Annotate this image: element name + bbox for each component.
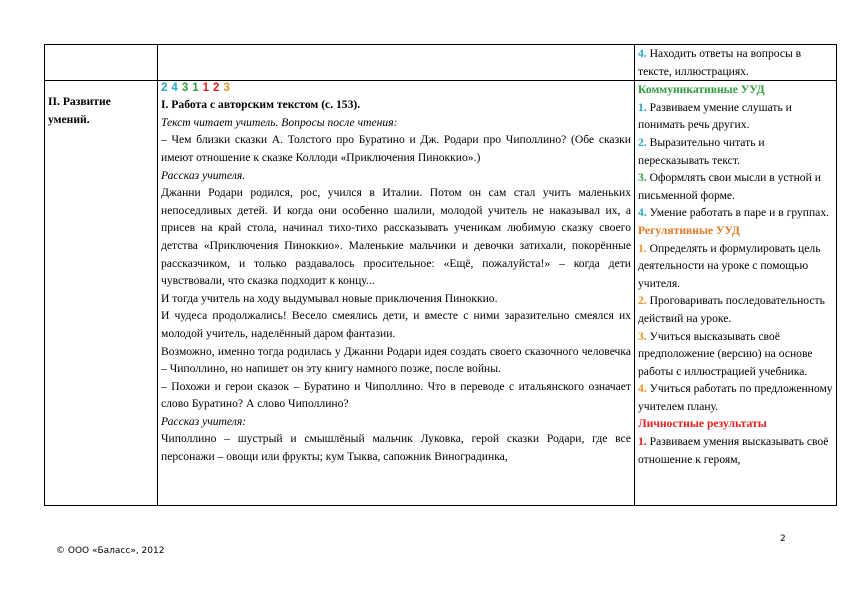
code-digit: 3 (181, 82, 189, 95)
code-digit: 2 (161, 82, 168, 95)
stage-label: II. Развитие умений. (48, 95, 111, 126)
uud-item-text: Оформлять свои мысли в устной и письменной форме. (638, 171, 821, 202)
code-digit: 3 (223, 82, 230, 95)
item-number: 1. (638, 435, 647, 449)
item-number: 4. (638, 47, 647, 60)
intro-text: Текст читает учитель. Вопросы после чтения: (161, 115, 398, 129)
item-number: 4. (638, 382, 647, 396)
stage-cell-empty (45, 45, 158, 81)
content-cell-empty (158, 45, 635, 81)
code-digit: 4 (171, 82, 178, 95)
section-heading: I. Работа с авторским текстом (с. 153). (161, 98, 361, 112)
question-paragraph: – Чем близки сказки А. Толстого про Буратино и Дж. Родари про Чиполлино? (Обе сказки имеют отношение к сказке Коллоди «Приключения Пиноккио».) (161, 133, 631, 164)
story-paragraph: Чиполлино – шустрый и смышлёный мальчик Луковка, герой сказки Родари, где все персонажи – овощи или фрукты; кум Тыква, сапожник Виноградинка, (161, 432, 631, 464)
item-number: 1. (638, 241, 647, 255)
uud-item-text: Умение работать в паре и в группах. (649, 206, 830, 220)
uud-item (638, 204, 833, 222)
story-paragraph: И чудеса продолжались! Весело смеялись дети, и вместе с ними заразительно смеялся их молодой учитель, наделённый даром фантазии. (161, 309, 631, 340)
uud-cell (635, 81, 837, 506)
page-number: 2 (780, 534, 786, 544)
uud-item (638, 328, 833, 381)
item-number: 1. (638, 100, 647, 114)
lesson-table (44, 44, 837, 506)
uud-item (638, 99, 833, 134)
uud-item (638, 433, 833, 468)
uud-item-text: Проговаривать последовательность действий на уроке. (638, 294, 825, 325)
story-paragraph: Возможно, именно тогда родилась у Джанни Родари идея создать своего сказочного человечка – Чиполлино, но напишет он эту книгу намного позже, после войны. (161, 344, 631, 376)
uud-item (638, 240, 833, 293)
uud-number-codes (161, 81, 631, 96)
copyright-footer: © ООО «Баласс», 2012 (56, 546, 165, 556)
uud-item-text: Определять и формулировать цель деятельности на уроке с помощью учителя. (638, 241, 821, 290)
story-label: Рассказ учителя: (161, 414, 247, 428)
uud-item-text: Учиться работать по предложенному учителем плану. (638, 382, 833, 413)
story-paragraph: Джанни Родари родился, рос, учился в Италии. Потом он сам стал учить маленьких непоседливых детей. И когда они особенно шалили, молодой учитель не наказывал их, а присев на край стола, начинал тихо-тихо рассказывать ученикам любимую сказку своего детства «Приключения Пиноккио». Маленькие мальчики и девочки затихали, покорённые рассказчиком, и только раздавалось просительное: «Ещё, пожалуйста!» – когда дети чувствовали, что сказка подходит к концу... (161, 186, 631, 288)
uud-item (638, 292, 833, 327)
regulatory-heading: Регулятивные УУД (638, 223, 740, 237)
item-number: 2. (638, 294, 647, 308)
content-cell (158, 81, 635, 506)
uud-item-text: Учиться высказывать своё предположение (версию) на основе работы с иллюстрацией учебника. (638, 329, 813, 378)
uud-item-text: Развиваем умения высказывать своё отношение к героям, (638, 435, 829, 466)
code-digit: 1 (202, 82, 210, 95)
uud-item (638, 169, 833, 204)
code-digit: 1 (192, 82, 199, 95)
table-row (45, 45, 837, 81)
item-number: 3. (638, 329, 647, 343)
uud-item-text: Выразительно читать и пересказывать текст. (638, 135, 765, 167)
uud-cell-top (635, 45, 837, 81)
uud-item-text: Развиваем умение слушать и понимать речь других. (638, 100, 792, 132)
item-number: 4. (638, 206, 647, 220)
communicative-heading: Коммуникативные УУД (638, 83, 765, 97)
stage-cell (45, 81, 158, 506)
story-label: Рассказ учителя. (161, 168, 246, 182)
item-number: 2. (638, 135, 647, 149)
table-row (45, 81, 837, 506)
uud-item-text: Находить ответы на вопросы в тексте, иллюстрациях. (638, 47, 802, 78)
personal-heading: Личностные результаты (638, 417, 767, 431)
uud-item (638, 134, 833, 169)
code-digit: 2 (213, 82, 220, 95)
item-number: 3. (638, 171, 647, 185)
story-paragraph: И тогда учитель на ходу выдумывал новые приключения Пиноккио. (161, 291, 498, 305)
question-paragraph: – Похожи и герои сказок – Буратино и Чиполлино. Что в переводе с итальянского означает слово Буратино? А слово Чиполлино? (161, 379, 631, 411)
uud-item (638, 380, 833, 415)
